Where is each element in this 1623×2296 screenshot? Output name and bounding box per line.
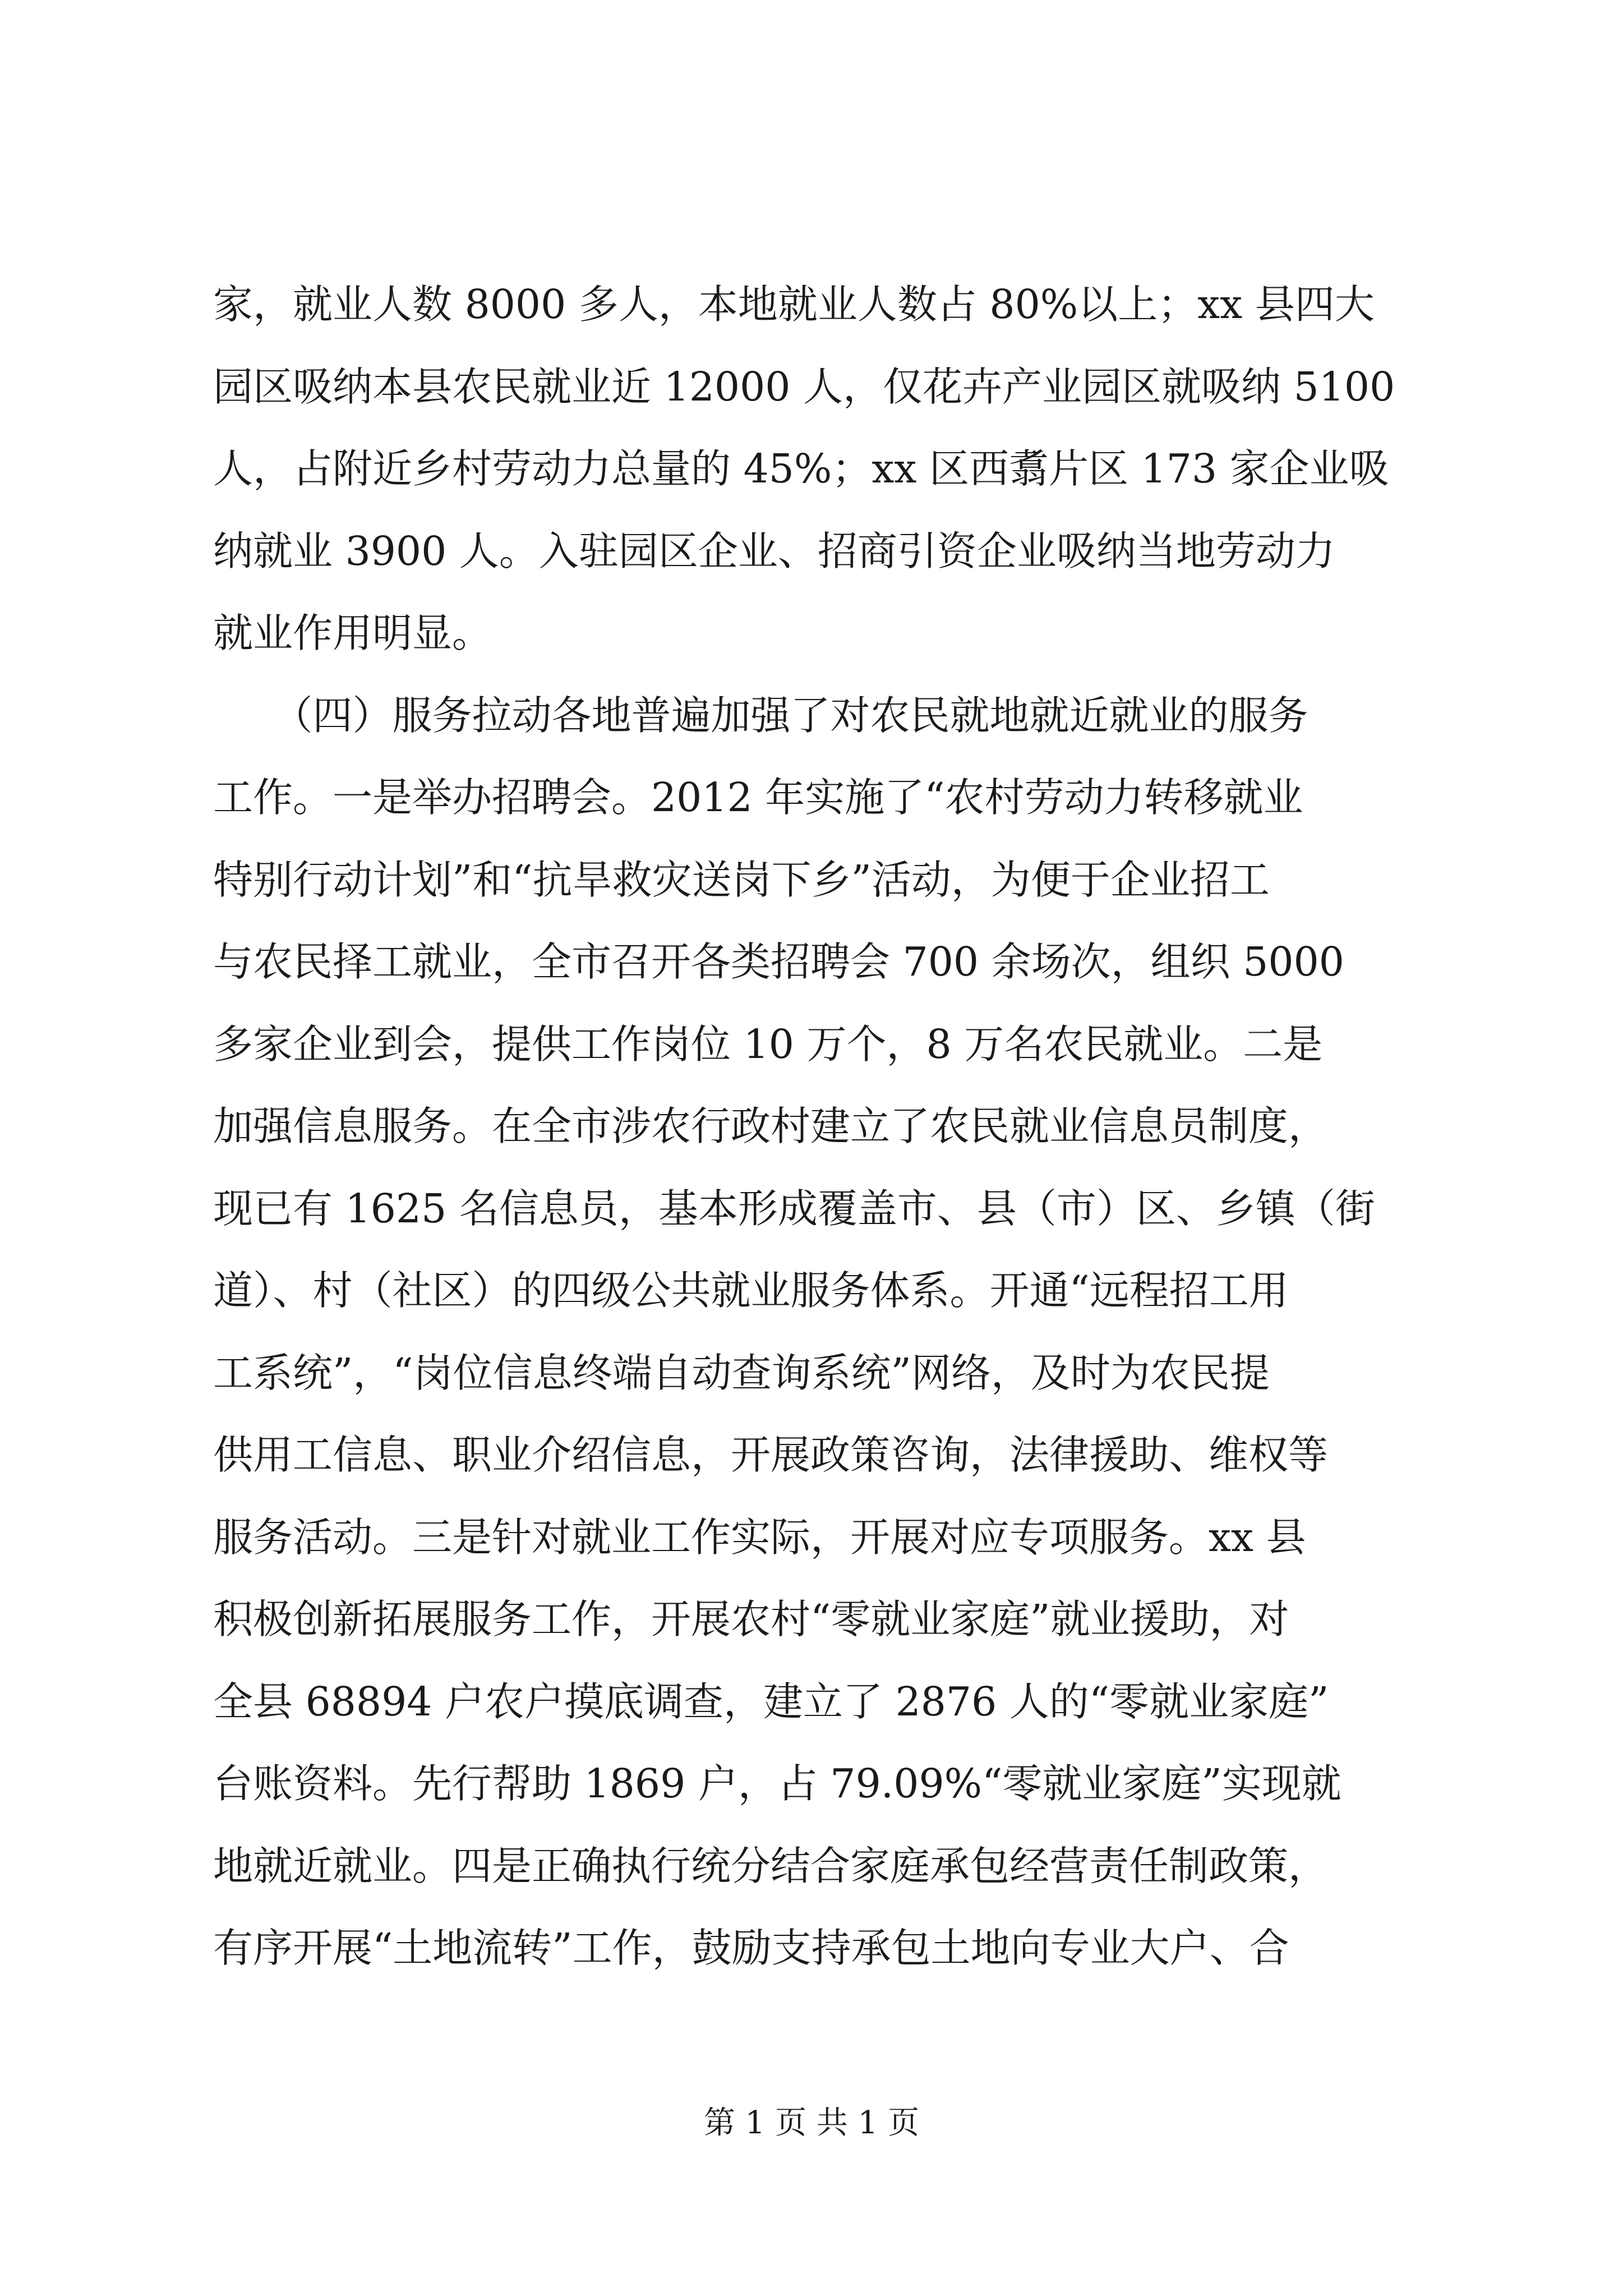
text-line-5: 就业作用明显。 (213, 610, 492, 656)
text-line-7: 工作。一是举办招聘会。2012 年实施了“农村劳动力转移就业 (213, 774, 1303, 821)
text-line-4: 纳就业 3900 人。入驻园区企业、招商引资企业吸纳当地劳动力 (213, 527, 1335, 574)
text-line-17: 积极创新拓展服务工作，开展农村“零就业家庭”就业援助，对 (213, 1596, 1289, 1642)
text-line-12: 现已有 1625 名信息员，基本形成覆盖市、县（市）区、乡镇（街 (213, 1185, 1375, 1232)
page-footer (0, 2101, 1623, 2146)
text-line-6: （四）服务拉动各地普遍加强了对农民就地就近就业的服务 (213, 692, 1308, 739)
text-line-14: 工系统”，“岗位信息终端自动查询系统”网络，及时为农民提 (213, 1349, 1270, 1396)
text-line-21: 有序开展“土地流转”工作，鼓励支持承包土地向专业大户、合 (213, 1925, 1289, 1971)
text-line-1: 家，就业人数 8000 多人，本地就业人数占 80%以上；xx 县四大 (213, 281, 1375, 328)
text-line-10: 多家企业到会，提供工作岗位 10 万个，8 万名农民就业。二是 (213, 1020, 1323, 1068)
document-body (213, 264, 1424, 1990)
text-line-15: 供用工信息、职业介绍信息，开展政策咨询，法律援助、维权等 (213, 1432, 1329, 1478)
page-number-label: 第 1 页 共 1 页 (703, 2105, 920, 2141)
text-line-9: 与农民择工就业，全市召开各类招聘会 700 余场次，组织 5000 (213, 938, 1344, 985)
text-line-20: 地就近就业。四是正确执行统分结合家庭承包经营责任制政策， (213, 1842, 1329, 1889)
text-line-18: 全县 68894 户农户摸底调查，建立了 2876 人的“零就业家庭” (213, 1678, 1329, 1725)
text-line-19: 台账资料。先行帮助 1869 户，占 79.09%“零就业家庭”实现就 (213, 1760, 1341, 1807)
text-line-11: 加强信息服务。在全市涉农行政村建立了农民就业信息员制度， (213, 1103, 1329, 1149)
text-line-16: 服务活动。三是针对就业工作实际，开展对应专项服务。xx 县 (213, 1513, 1306, 1561)
text-line-8: 特别行动计划”和“抗旱救灾送岗下乡”活动，为便于企业招工 (213, 856, 1270, 903)
text-line-2: 园区吸纳本县农民就业近 12000 人，仅花卉产业园区就吸纳 5100 (213, 363, 1395, 410)
text-line-13: 道）、村（社区）的四级公共就业服务体系。开通“远程招工用 (213, 1267, 1289, 1314)
text-line-3: 人，占附近乡村劳动力总量的 45%；xx 区西翥片区 173 家企业吸 (213, 445, 1389, 492)
